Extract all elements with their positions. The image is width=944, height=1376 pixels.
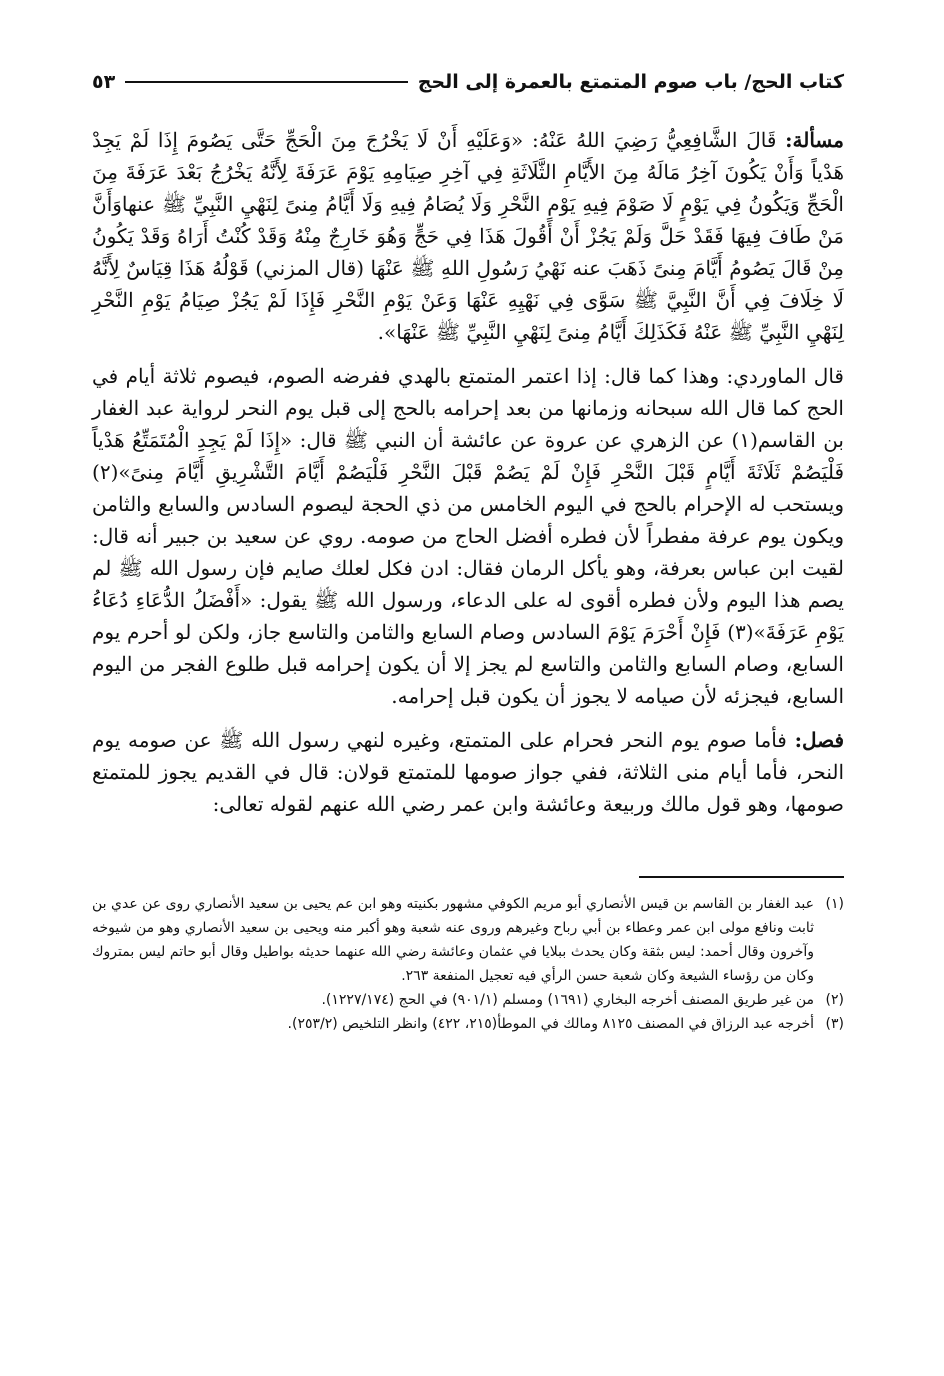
paragraph-text: قال الماوردي: وهذا كما قال: إذا اعتمر المتمتع بالهدي ففرضه الصوم، فيصوم ثلاثة أيام في الحج كما قال الله سبحانه وزمانها من بعد إحرامه بالحج إلى قبل يوم النحر لرواية عبد الغفار بن القاسم(١) عن الزهري عن عروة عن عائشة أن النبي ﷺ قال: «إِذَا لَمْ يَجِدِ الْمُتَمَتِّعُ هَدْياً فَلْيَصُمْ ثَلَاثَةَ أَيَّامٍ قَبْلَ النَّحْرِ فَإِنْ لَمْ يَصُمْ قَبْلَ النَّحْرِ فَلْيَصُمْ أَيَّامَ التَّشْرِيقِ أَيَّامَ مِنىً»(٢) ويستحب له الإحرام بالحج في اليوم الخامس من ذي الحجة ليصوم السادس والسابع والثامن ويكون يوم عرفة مفطراً لأن فطره أفضل الحاج من صومه. روي عن سعيد بن جبير أنه قال: لقيت ابن عباس بعرفة، وهو يأكل الرمان فقال: ادن فكل لعلك صايم فإن رسول الله ﷺ لم يصم هذا اليوم ولأن فطره أقوى له على الدعاء، ورسول الله ﷺ يقول: «أَفْضَلُ الدُّعَاءِ دُعَاءُ يَوْمِ عَرَفَةَ»(٣) فَإِنْ أَحْرَمَ يَوْمَ السادس وصام السابع والثامن والتاسع جاز، ولكن لو أحرم يوم السابع، وصام السابع والثامن والتاسع لم يجز إلا أن يكون إحرامه قبل طلوع الفجر من اليوم السابع، فيجزئه لأن صيامه لا يجوز أن يكون قبل إحرامه. (92, 364, 844, 708)
footnote-text: عبد الغفار بن القاسم بن قيس الأنصاري أبو مريم الكوفي مشهور بكنيته وهو ابن عم يحيى بن سعيد الأنصاري روى عن عدي بن ثابت ونافع مولى ابن عمر وعطاء بن أبي رباح وغيرهم وروى عنه شعبة وهو أكبر منه ويحيى بن سعيد الأنصاري وهو من شيوخه وآخرون وقال أحمد: ليس بثقة وكان يحدث ببلايا في عثمان وعائشة رضي الله عنهما حديثه بواطيل وقال أبو حاتم ليس بمتروك وكان من رؤساء الشيعة وكان شعبة حسن الرأي فيه تعجيل المنفعة ٢٦٣. (92, 896, 814, 984)
footnote-number: (٢) (825, 992, 844, 1008)
paragraph-lead: فصل: (794, 728, 845, 752)
footnote-number: (١) (825, 896, 844, 912)
footnote-text: من غير طريق المصنف أخرجه البخاري (١٦٩١) ومسلم (٩٠١/١) في الحج (١٢٢٧/١٧٤). (321, 992, 814, 1008)
header-title: كتاب الحج/ باب صوم المتمتع بالعمرة إلى الحج (417, 71, 844, 93)
footnote-item (92, 988, 844, 1012)
paragraph-masala (92, 124, 844, 348)
paragraph-text: فأما صوم يوم النحر فحرام على المتمتع، وغيره لنهي رسول الله ﷺ عن صومه يوم النحر، فأما أيام منى الثلاثة، ففي جواز صومها للمتمتع قولان: قال في القديم يجوز للمتمتع صومها، وهو قول مالك وربيعة وعائشة وابن عمر رضي الله عنهم لقوله تعالى: (92, 728, 844, 816)
footnote-number: (٣) (825, 1016, 844, 1032)
running-header (92, 62, 844, 102)
paragraph-text: قَالَ الشَّافِعِيُّ رَضِيَ اللهُ عَنْهُ: «وَعَلَيْهِ أَنْ لَا يَخْرُجَ مِنَ الْحَجِّ حَتَّى يَصُومَ إِذَا لَمْ يَجِدْ هَدْياً وَأَنْ يَكُونَ آخِرُ مَالَهُ مِنَ الأَيَّامِ الثَّلَاثَةِ فِي آخِرِ صِيَامِهِ يَوْمَ عَرَفَةَ لِأَنَّهُ يَخْرُجُ بَعْدَ عَرَفَةَ مِنَ الْحَجِّ وَيَكُونُ فِي يَوْمٍ لَا صَوْمَ فِيهِ يَوْمِ النَّحْرِ وَلَا يُصَامُ فِيهِ وَلَا أَيَّامُ مِنىً لِنَهْيِ النَّبِيِّ ﷺ عنهاوَأَنَّ مَنْ طَافَ فِيهَا فَقَدْ حَلَّ وَلَمْ يَجُزْ أَنْ أَقُولَ هَذَا فِي حَجٍّ وَهُوَ خَارِجٌ مِنْهُ وَقَدْ كُنْتُ أَرَاهُ وَقَدْ يَكُونُ مِنْ قَالَ يَصُومُ أَيَّامَ مِنىً ذَهَبَ عنه نَهْيُ رَسُولِ اللهِ ﷺ عَنْهَا (قال المزني) قَوْلُهُ هَذَا قِيَاسٌ لِأَنَّهُ لَا خِلَافَ فِي أَنَّ النَّبِيَّ ﷺ سَوَّى فِي نَهْيِهِ عَنْهَا وَعَنْ يَوْمِ النَّحْرِ فَإِذَا لَمْ يَجُزْ صِيَامُ يَوْمِ النَّحْرِ لِنَهْيِ النَّبِيِّ ﷺ عَنْهُ فَكَذَلِكَ أَيَّامُ مِنىً لِنَهْيِ النَّبِيِّ ﷺ عَنْهَا». (92, 128, 844, 344)
page (92, 62, 844, 1036)
page-number: ٥٣ (92, 71, 116, 93)
header-rule (125, 81, 408, 83)
paragraph-lead: مسألة: (785, 128, 844, 152)
footnote-text: أخرجه عبد الرزاق في المصنف ٨١٢٥ ومالك في الموطأ(٢١٥، ٤٢٢) وانظر التلخيص (٢٥٣/٢). (287, 1016, 814, 1032)
footnote-item (92, 892, 844, 988)
footnote-separator (639, 876, 844, 878)
paragraph-mawardi (92, 360, 844, 712)
paragraph-fasl (92, 724, 844, 820)
footnote-item (92, 1012, 844, 1036)
footnotes (92, 892, 844, 1036)
